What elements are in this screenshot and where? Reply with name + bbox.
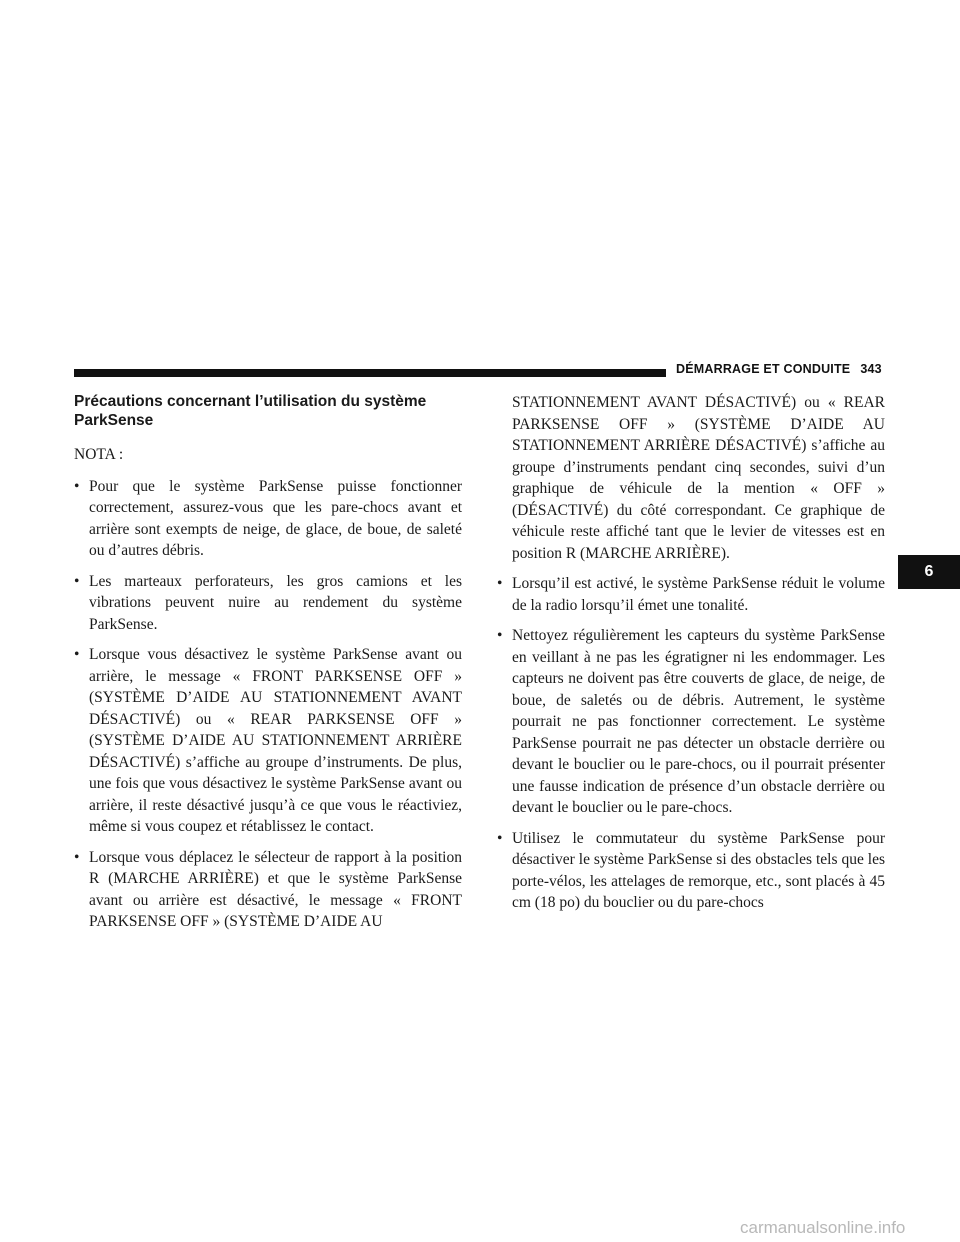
note-label: NOTA : [74,446,124,463]
bullet-dot: • [497,627,503,644]
page-number: 343 [860,362,882,376]
bullet-text: Nettoyez régulièrement les capteurs du système ParkSense en veillant à ne pas les égratigner ni les endommager. Les capteurs ne doivent pas être couverts de glace, de neige, de boue, de saletés ou de débris. Autrement, le système pourrait ne pas fonctionner correctement. Le système ParkSense pourrait ne pas détecter un obstacle derrière ou devant le bouclier ou le pare-chocs, ou il pourrait présenter une fausse indication de présence d’un obstacle derrière ou devant le bouclier ou le pare-chocs. [512,627,885,816]
bullet-item [74,571,462,636]
header-rule [74,369,666,377]
bullet-text: Utilisez le commutateur du système ParkSense pour désactiver le système ParkSense si des obstacles tels que les porte-vélos, les attelages de remorque, etc., sont placés à 45 cm (18 po) du bouclier ou du pare-chocs [512,829,885,911]
bullet-item [497,625,885,819]
bullet-text: Lorsqu’il est activé, le système ParkSense réduit le volume de la radio lorsqu’il émet une tonalité. [512,575,885,614]
section-title [74,392,462,430]
bullet-text: Lorsque vous désactivez le système ParkSense avant ou arrière, le message « FRONT PARKSENSE OFF » (SYSTÈME D’AIDE AU STATIONNEMENT AVANT DÉSACTIVÉ) ou « REAR PARKSENSE OFF » (SYSTÈME D’AIDE AU STATIONNEMENT ARRIÈRE DÉSACTIVÉ) s’affiche au groupe d’instruments. De plus, une fois que vous désactivez le système ParkSense avant ou arrière, il reste désactivé jusqu’à ce que vous le réactiviez, même si vous coupez et rétablissez le contact. [89,646,462,835]
section-title-line2: ParkSense [74,412,154,429]
bullet-item [74,847,462,933]
bullet-dot: • [74,477,80,495]
left-column [74,392,462,942]
bullet-dot: • [497,575,503,592]
bullet-dot: • [74,572,80,590]
running-header [676,362,886,376]
section-title-line1: Précautions concernant l’utilisation du système [74,393,427,410]
continued-text: STATIONNEMENT AVANT DÉSACTIVÉ) ou « REAR PARKSENSE OFF » (SYSTÈME D’AIDE AU STATIONNEMENT ARRIÈRE DÉSACTIVÉ) s’affiche au groupe d’instruments pendant cinq secondes, suivi d’un graphique de véhicule de la mention « OFF » (DÉSACTIVÉ) du côté correspondant. Ce graphique de véhicule reste affiché tant que le levier de vitesses est en position R (MARCHE ARRIÈRE). [512,394,885,562]
right-column [497,392,885,923]
bullet-dot: • [497,829,503,847]
chapter-tab: 6 [898,555,960,589]
bullet-dot: • [74,848,80,866]
bullet-item [74,476,462,562]
watermark: carmanualsonline.info [740,1218,906,1237]
section-name: DÉMARRAGE ET CONDUITE [676,362,851,376]
bullet-item [74,644,462,838]
bullet-text: Pour que le système ParkSense puisse fonctionner correctement, assurez-vous que les pare-chocs avant et arrière sont exempts de neige, de glace, de boue, de saleté ou d’autres débris. [89,477,462,559]
bullet-dot: • [74,646,80,663]
bullet-text: Lorsque vous déplacez le sélecteur de rapport à la position R (MARCHE ARRIÈRE) et que le système ParkSense avant ou arrière est désactivé, le message « FRONT PARKSENSE OFF » (SYSTÈME D’AIDE AU [89,848,462,930]
bullet-item [497,573,885,616]
bullet-text: Les marteaux perforateurs, les gros camions et les vibrations peuvent nuire au rendement du système ParkSense. [89,572,462,633]
bullet-item [497,828,885,914]
